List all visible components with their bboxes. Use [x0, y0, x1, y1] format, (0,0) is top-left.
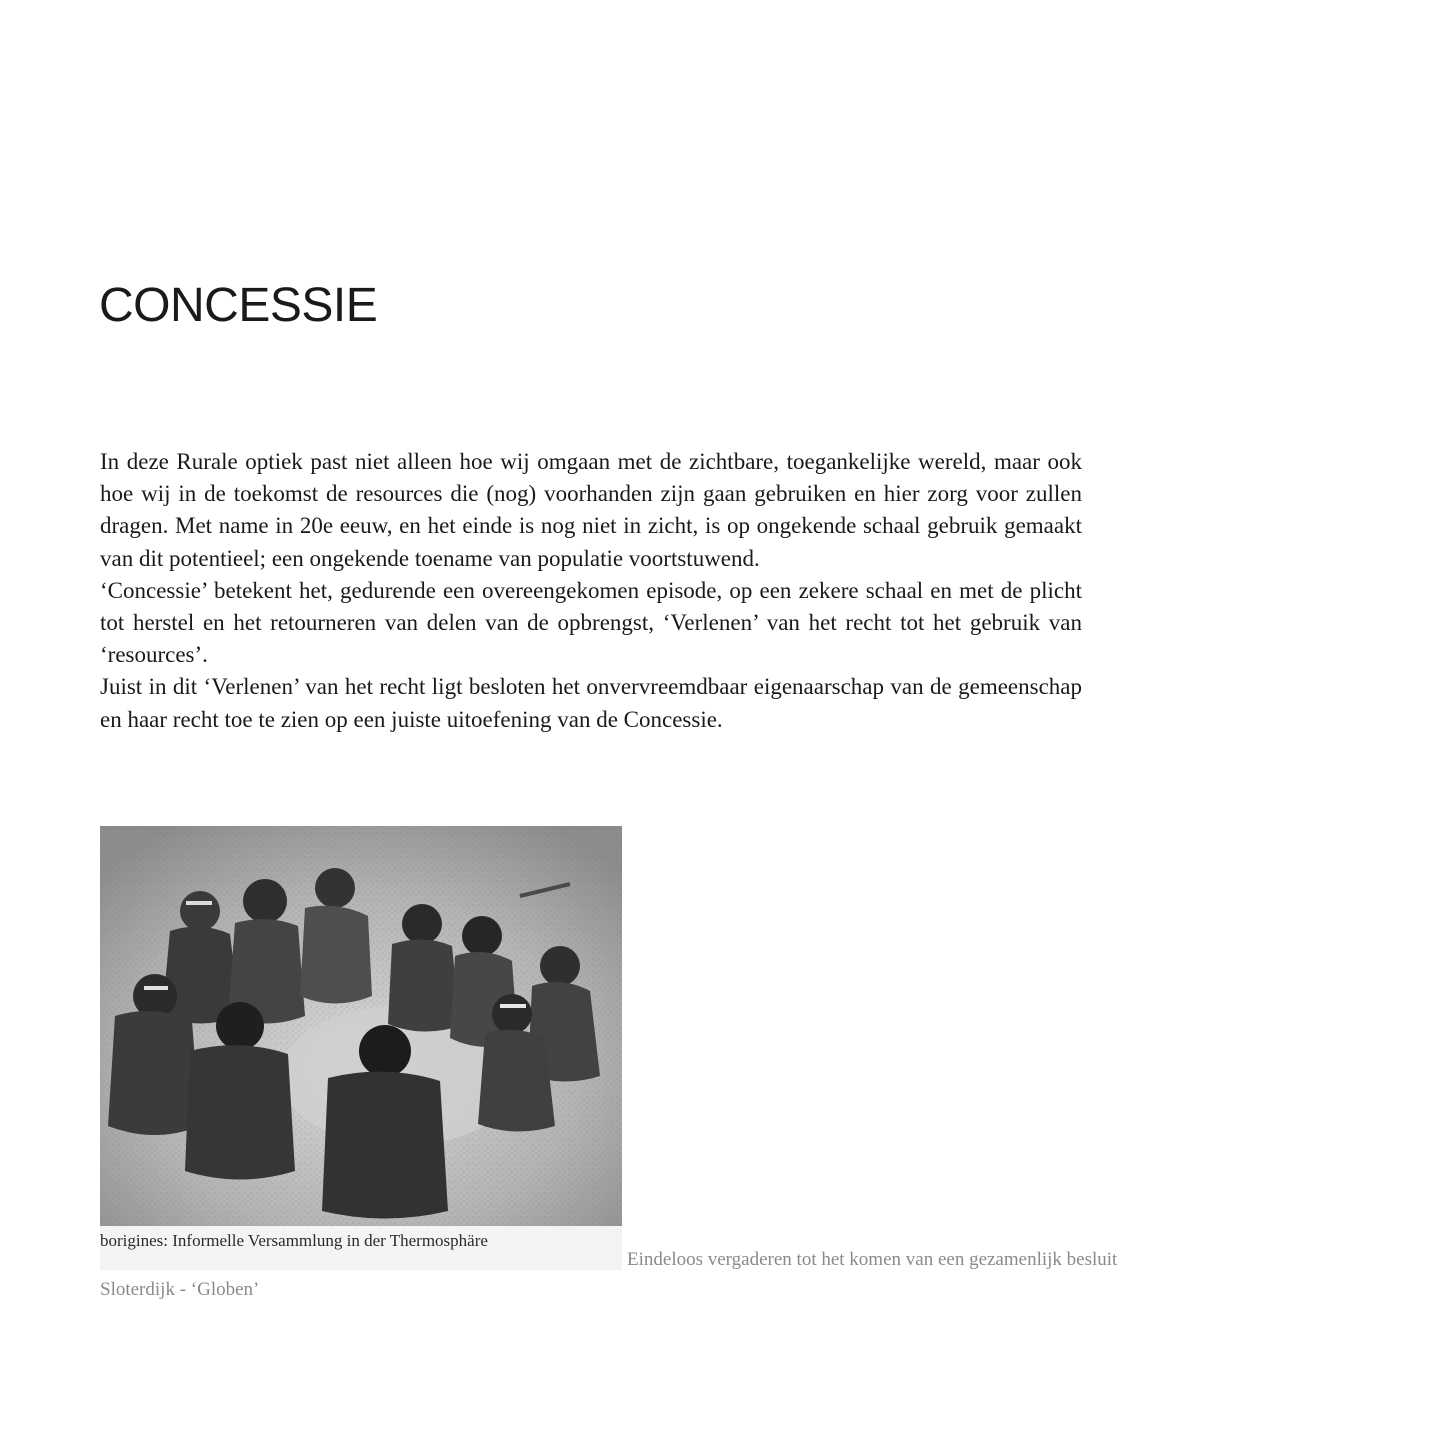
paragraph-ownership: Juist in dit ‘Verlenen’ van het recht ligt besloten het onvervreemdbaar eigenaarschap van de gemeenschap en haar recht toe te zien op een juiste uitoefening van de Concessie.: [100, 674, 1082, 732]
page-title: CONCESSIE: [99, 279, 378, 332]
photo-caption: borigines: Informelle Versammlung in der Thermosphäre: [100, 1226, 622, 1270]
figure-source: Sloterdijk - ‘Globen’: [100, 1279, 260, 1300]
body-text: [100, 446, 1082, 736]
photo-illustration: [100, 826, 622, 1226]
paragraph-intro: In deze Rurale optiek past niet alleen hoe wij omgaan met de zichtbare, toegankelijke wereld, maar ook hoe wij in de toekomst de resources die (nog) voorhanden zijn gaan gebruiken en hier zorg voor zullen dragen. Met name in 20e eeuw, en het einde is nog niet in zicht, is op ongekende schaal gebruik gemaakt van dit potentieel; een ongekende toename van populatie voortstuwend.: [100, 449, 1082, 571]
photo-gathering: [100, 826, 622, 1270]
figure-caption: Eindeloos vergaderen tot het komen van een gezamenlijk besluit: [627, 1249, 1118, 1270]
paragraph-definition: ‘Concessie’ betekent het, gedurende een overeengekomen episode, op een zekere schaal en met de plicht tot herstel en het retourneren van delen van de opbrengst, ‘Verlenen’ van het recht tot het gebruik van ‘resources’.: [100, 577, 1082, 668]
